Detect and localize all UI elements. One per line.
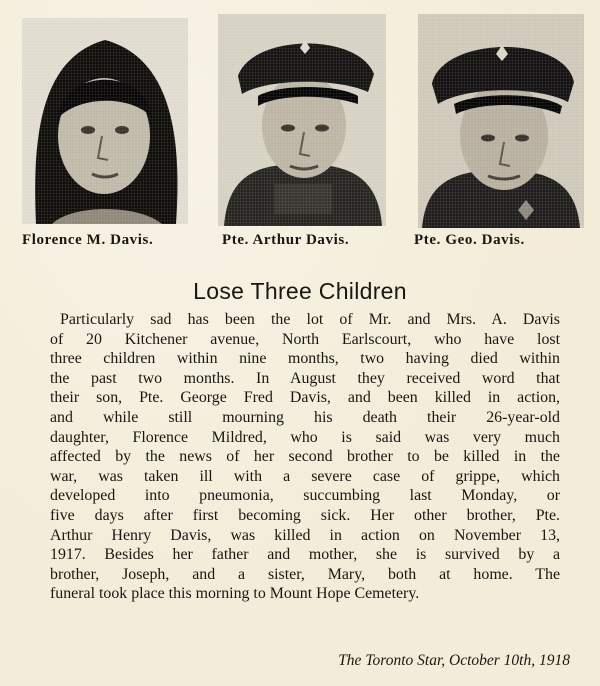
article-line: their son, Pte. George Fred Davis, and been killed in action, xyxy=(50,389,560,407)
article-line: and while still mourning his death their 26-year-old xyxy=(50,408,560,426)
caption-george: Pte. Geo. Davis. xyxy=(414,232,525,248)
article-headline: Lose Three Children xyxy=(193,278,407,304)
photo-captions xyxy=(10,230,590,252)
article-body xyxy=(50,310,560,604)
article-line: brother, Joseph, and a sister, Mary, both at home. The xyxy=(50,565,560,583)
article-line: three children within nine months, two having died within xyxy=(50,350,560,368)
article-line: funeral took place this morning to Mount Hope Cemetery. xyxy=(50,585,420,603)
article-line: Particularly sad has been the lot of Mr. and Mrs. A. Davis xyxy=(60,311,560,328)
article-line: of 20 Kitchener avenue, North Earlscourt, who have lost xyxy=(50,330,560,348)
portrait-florence-davis xyxy=(22,18,188,224)
article-line: developed into pneumonia, succumbing last Monday, or xyxy=(50,487,560,505)
article-line: war, was taken ill with a severe case of grippe, which xyxy=(50,467,560,485)
article-line: the past two months. In August they received word that xyxy=(50,369,560,387)
article-line: five days after first becoming sick. Her other brother, Pte. xyxy=(50,506,560,524)
caption-florence: Florence M. Davis. xyxy=(22,232,154,248)
source-credit: The Toronto Star, October 10th, 1918 xyxy=(338,652,570,669)
caption-arthur: Pte. Arthur Davis. xyxy=(222,232,350,248)
article-line: daughter, Florence Mildred, who is said was very much xyxy=(50,428,560,446)
portrait-george-davis xyxy=(418,14,584,228)
article-line: 1917. Besides her father and mother, she is survived by a xyxy=(50,546,560,564)
article-line: Arthur Henry Davis, was killed in action on November 13, xyxy=(50,526,560,544)
portrait-arthur-davis xyxy=(218,14,386,226)
article-line: affected by the news of her second brother to be killed in the xyxy=(50,448,560,466)
